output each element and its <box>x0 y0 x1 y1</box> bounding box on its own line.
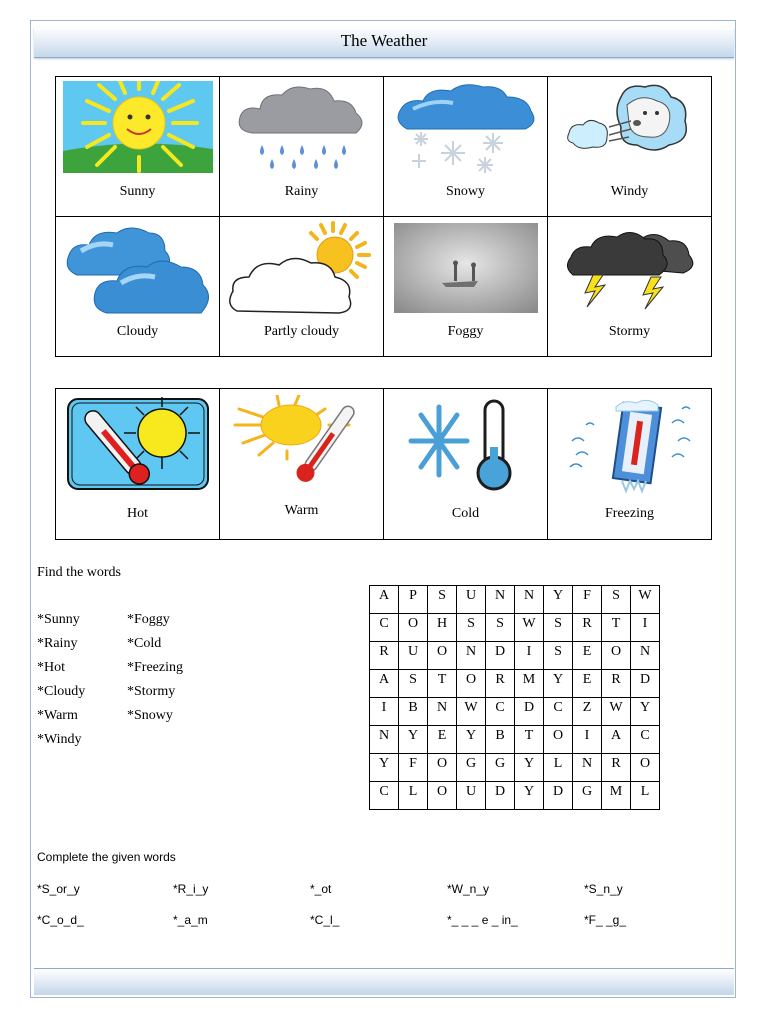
temperature-label: Cold <box>451 506 480 521</box>
word-search-cell[interactable]: I <box>573 726 602 754</box>
weather-cell-windy <box>548 77 712 217</box>
word-search-cell[interactable]: W <box>602 698 631 726</box>
word-search-cell[interactable]: S <box>602 586 631 614</box>
word-search-cell[interactable]: Y <box>399 726 428 754</box>
word-search-cell[interactable]: N <box>515 586 544 614</box>
cold-thermometer-icon <box>401 397 531 493</box>
word-search-cell[interactable]: O <box>399 614 428 642</box>
temp-cell-cold <box>384 389 548 540</box>
rain-cloud-icon <box>232 83 372 173</box>
word-search-cell[interactable]: C <box>544 698 573 726</box>
word-search-row <box>370 586 660 614</box>
word-search-cell[interactable]: B <box>486 726 515 754</box>
word-search-cell[interactable]: A <box>370 586 399 614</box>
word-search-cell[interactable]: A <box>370 670 399 698</box>
wind-icon <box>565 83 695 173</box>
complete-words-title: Complete the given words <box>37 850 176 864</box>
weather-cell-cloudy <box>56 217 220 357</box>
weather-cell-foggy <box>384 217 548 357</box>
complete-word: *_a_m <box>173 913 208 927</box>
word-search-cell[interactable]: P <box>399 586 428 614</box>
word-search-cell[interactable]: Y <box>370 754 399 782</box>
complete-word: *C_o_d_ <box>37 913 84 927</box>
word-search-row <box>370 698 660 726</box>
freezing-thermometer-icon <box>562 397 698 497</box>
word-search-cell[interactable]: O <box>544 726 573 754</box>
complete-word: *S_or_y <box>37 882 80 896</box>
weather-cell-snowy <box>384 77 548 217</box>
word-search-cell[interactable]: Y <box>544 670 573 698</box>
word-search-cell[interactable]: D <box>486 642 515 670</box>
word-search-cell[interactable]: C <box>631 726 660 754</box>
weather-cell-rainy <box>220 77 384 217</box>
word-search-cell[interactable]: M <box>602 782 631 810</box>
clouds-icon <box>63 221 213 317</box>
word-list-item: *Snowy <box>127 708 173 723</box>
temperature-label: Warm <box>284 503 319 518</box>
complete-word: *W_n_y <box>447 882 490 896</box>
word-search-cell[interactable]: Y <box>515 754 544 782</box>
temp-cell-hot <box>56 389 220 540</box>
find-words-title: Find the words <box>37 565 121 580</box>
word-search-cell[interactable]: R <box>573 614 602 642</box>
word-search-cell[interactable]: N <box>573 754 602 782</box>
weather-label: Windy <box>610 184 649 199</box>
snow-cloud-icon <box>393 81 539 175</box>
word-search-cell[interactable]: W <box>457 698 486 726</box>
weather-cell-partly-cloudy <box>220 217 384 357</box>
word-search-cell[interactable]: O <box>428 754 457 782</box>
word-search-cell[interactable]: Y <box>515 782 544 810</box>
weather-label: Sunny <box>119 184 156 199</box>
word-search-row <box>370 614 660 642</box>
sun-icon <box>63 81 213 173</box>
storm-cloud-icon <box>565 221 695 313</box>
word-search-cell[interactable]: N <box>370 726 399 754</box>
word-search-cell[interactable]: F <box>573 586 602 614</box>
word-search-cell[interactable]: S <box>486 614 515 642</box>
word-search-cell[interactable]: N <box>457 642 486 670</box>
hot-thermometer-icon <box>64 395 212 493</box>
word-list-item: *Windy <box>37 732 82 747</box>
weather-cell-sunny <box>56 77 220 217</box>
word-search-cell[interactable]: U <box>457 586 486 614</box>
partly-cloudy-icon <box>227 219 377 319</box>
word-search-cell[interactable]: N <box>428 698 457 726</box>
complete-word: *R_i_y <box>173 882 209 896</box>
complete-word: *S_n_y <box>584 882 623 896</box>
word-search-row <box>370 782 660 810</box>
complete-word: *F_ _g_ <box>584 913 627 927</box>
weather-label: Rainy <box>284 184 319 199</box>
word-list-item: *Warm <box>37 708 78 723</box>
weather-label: Cloudy <box>116 324 159 339</box>
word-search-row <box>370 642 660 670</box>
word-search-cell[interactable]: E <box>428 726 457 754</box>
word-search-cell[interactable]: R <box>370 642 399 670</box>
word-search-cell[interactable]: O <box>631 754 660 782</box>
word-search-cell[interactable]: R <box>486 670 515 698</box>
word-list-item: *Sunny <box>37 612 80 627</box>
temperature-label: Hot <box>127 506 148 521</box>
word-list-item: *Stormy <box>127 684 176 699</box>
word-search-cell[interactable]: M <box>515 670 544 698</box>
word-search-cell[interactable]: R <box>602 670 631 698</box>
word-search-cell[interactable]: S <box>399 670 428 698</box>
weather-label: Snowy <box>446 184 485 199</box>
word-search-cell[interactable]: L <box>631 782 660 810</box>
word-search-cell[interactable]: G <box>457 754 486 782</box>
fog-photo <box>394 223 538 313</box>
header-bar <box>34 27 734 58</box>
word-search-cell[interactable]: L <box>544 754 573 782</box>
complete-word: *C_l_ <box>310 913 340 927</box>
word-search-cell[interactable]: G <box>486 754 515 782</box>
word-list-item: *Hot <box>37 660 65 675</box>
word-search-cell[interactable]: D <box>544 782 573 810</box>
warm-thermometer-icon <box>233 395 371 491</box>
word-search-cell[interactable]: Y <box>631 698 660 726</box>
word-search-cell[interactable]: O <box>457 670 486 698</box>
word-search-grid <box>369 585 660 810</box>
word-search-cell[interactable]: S <box>428 586 457 614</box>
word-search-cell[interactable]: F <box>399 754 428 782</box>
word-list-item: *Rainy <box>37 636 78 651</box>
word-search-cell[interactable]: C <box>370 782 399 810</box>
word-search-cell[interactable]: S <box>457 614 486 642</box>
word-search-cell[interactable]: W <box>631 586 660 614</box>
word-search-cell[interactable]: B <box>399 698 428 726</box>
temp-cell-freezing <box>548 389 712 540</box>
word-search-cell[interactable]: I <box>370 698 399 726</box>
word-search-cell[interactable]: Z <box>573 698 602 726</box>
word-search-cell[interactable]: N <box>631 642 660 670</box>
word-search-cell[interactable]: A <box>602 726 631 754</box>
word-search-row <box>370 726 660 754</box>
word-search-cell[interactable]: T <box>428 670 457 698</box>
word-search-cell[interactable]: O <box>428 782 457 810</box>
word-search-cell[interactable]: D <box>631 670 660 698</box>
weather-label: Foggy <box>447 324 484 339</box>
word-search-cell[interactable]: E <box>573 670 602 698</box>
word-search-row <box>370 754 660 782</box>
word-search-cell[interactable]: C <box>486 698 515 726</box>
word-search-cell[interactable]: C <box>370 614 399 642</box>
word-search-cell[interactable]: I <box>515 642 544 670</box>
word-search-cell[interactable]: S <box>544 642 573 670</box>
complete-word: *_ot <box>310 882 332 896</box>
word-search-row <box>370 670 660 698</box>
word-search-cell[interactable]: T <box>602 614 631 642</box>
weather-cell-stormy <box>548 217 712 357</box>
word-search-cell[interactable]: D <box>486 782 515 810</box>
word-search-cell[interactable]: E <box>573 642 602 670</box>
word-search-cell[interactable]: Y <box>457 726 486 754</box>
word-list-item: *Freezing <box>127 660 183 675</box>
word-search-cell[interactable]: Y <box>544 586 573 614</box>
word-search-cell[interactable]: S <box>544 614 573 642</box>
word-search-cell[interactable]: U <box>399 642 428 670</box>
page-title: The Weather <box>340 31 428 50</box>
weather-types-table <box>55 76 712 357</box>
complete-word: *_ _ _ e _ in_ <box>447 913 518 927</box>
footer-bar <box>34 968 734 995</box>
word-search-cell[interactable]: N <box>486 586 515 614</box>
word-search-cell[interactable]: H <box>428 614 457 642</box>
weather-label: Partly cloudy <box>263 324 340 339</box>
word-list-item: *Foggy <box>127 612 170 627</box>
word-list-column-2 <box>127 608 183 728</box>
word-list-item: *Cold <box>127 636 162 651</box>
word-list-column-1 <box>37 608 85 752</box>
word-search-cell[interactable]: D <box>515 698 544 726</box>
weather-label: Stormy <box>608 324 651 339</box>
word-search-cell[interactable]: G <box>573 782 602 810</box>
word-search-cell[interactable]: T <box>515 726 544 754</box>
word-search-cell[interactable]: O <box>602 642 631 670</box>
word-list-item: *Cloudy <box>37 684 86 699</box>
word-search-cell[interactable]: O <box>428 642 457 670</box>
word-search-cell[interactable]: R <box>602 754 631 782</box>
temperature-label: Freezing <box>605 506 654 521</box>
word-search-cell[interactable]: L <box>399 782 428 810</box>
word-search-cell[interactable]: W <box>515 614 544 642</box>
word-search-cell[interactable]: I <box>631 614 660 642</box>
word-search-cell[interactable]: U <box>457 782 486 810</box>
temperature-table <box>55 388 712 540</box>
temp-cell-warm <box>220 389 384 540</box>
